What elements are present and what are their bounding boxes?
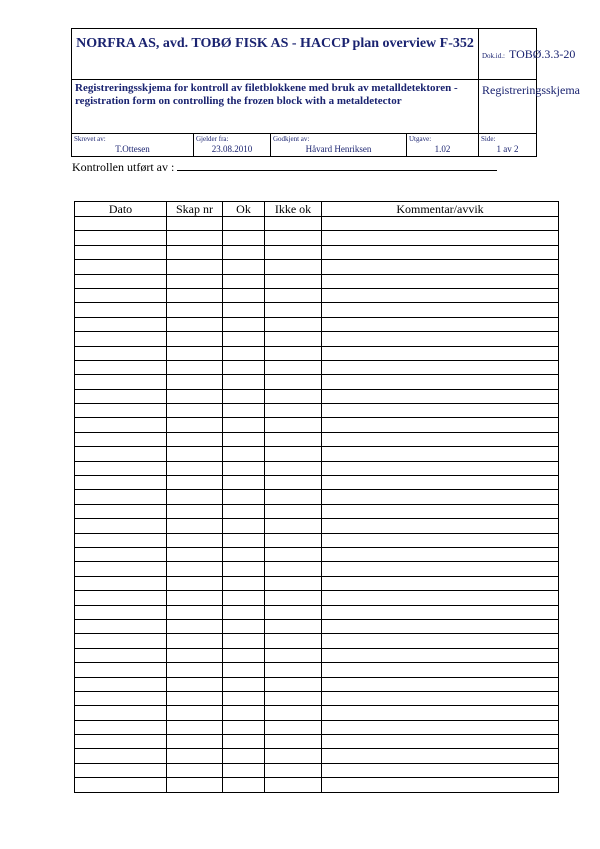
not-ok-cell[interactable] (265, 260, 322, 274)
cabinet-no-cell[interactable] (167, 706, 223, 720)
column-header-not-ok: Ikke ok (265, 202, 322, 217)
date-cell[interactable] (75, 691, 167, 705)
ok-cell[interactable] (223, 360, 265, 374)
date-cell[interactable] (75, 720, 167, 734)
not-ok-cell[interactable] (265, 418, 322, 432)
comment-cell[interactable] (322, 447, 559, 461)
meta-value: T.Ottesen (115, 144, 150, 154)
comment-cell[interactable] (322, 490, 559, 504)
table-row (75, 562, 559, 576)
ok-cell[interactable] (223, 317, 265, 331)
not-ok-cell[interactable] (265, 404, 322, 418)
performed-by-field[interactable] (72, 158, 497, 175)
table-row (75, 591, 559, 605)
table-row (75, 763, 559, 777)
not-ok-cell[interactable] (265, 533, 322, 547)
not-ok-cell[interactable] (265, 217, 322, 231)
cabinet-no-cell[interactable] (167, 619, 223, 633)
not-ok-cell[interactable] (265, 591, 322, 605)
column-header-date: Dato (75, 202, 167, 217)
table-row (75, 432, 559, 446)
table-row (75, 634, 559, 648)
meta-page (479, 134, 537, 157)
not-ok-cell[interactable] (265, 432, 322, 446)
date-cell[interactable] (75, 476, 167, 490)
date-cell[interactable] (75, 217, 167, 231)
cabinet-no-cell[interactable] (167, 490, 223, 504)
table-row (75, 490, 559, 504)
ok-cell[interactable] (223, 663, 265, 677)
cabinet-no-cell[interactable] (167, 634, 223, 648)
ok-cell[interactable] (223, 778, 265, 792)
table-row (75, 447, 559, 461)
not-ok-cell[interactable] (265, 317, 322, 331)
not-ok-cell[interactable] (265, 648, 322, 662)
cabinet-no-cell[interactable] (167, 274, 223, 288)
table-row (75, 360, 559, 374)
comment-cell[interactable] (322, 418, 559, 432)
table-row (75, 663, 559, 677)
ok-cell[interactable] (223, 519, 265, 533)
ok-cell[interactable] (223, 245, 265, 259)
not-ok-cell[interactable] (265, 735, 322, 749)
ok-cell[interactable] (223, 735, 265, 749)
not-ok-cell[interactable] (265, 663, 322, 677)
comment-cell[interactable] (322, 547, 559, 561)
cabinet-no-cell[interactable] (167, 418, 223, 432)
not-ok-cell[interactable] (265, 303, 322, 317)
not-ok-cell[interactable] (265, 461, 322, 475)
comment-cell[interactable] (322, 404, 559, 418)
table-row (75, 605, 559, 619)
meta-value: Håvard Henriksen (305, 144, 372, 154)
not-ok-cell[interactable] (265, 547, 322, 561)
comment-cell[interactable] (322, 245, 559, 259)
table-row (75, 648, 559, 662)
date-cell[interactable] (75, 663, 167, 677)
table-row (75, 217, 559, 231)
ok-cell[interactable] (223, 346, 265, 360)
cabinet-no-cell[interactable] (167, 533, 223, 547)
table-row (75, 749, 559, 763)
date-cell[interactable] (75, 562, 167, 576)
cabinet-no-cell[interactable] (167, 605, 223, 619)
cabinet-no-cell[interactable] (167, 720, 223, 734)
cabinet-no-cell[interactable] (167, 677, 223, 691)
comment-cell[interactable] (322, 519, 559, 533)
table-row (75, 332, 559, 346)
ok-cell[interactable] (223, 749, 265, 763)
table-row (75, 706, 559, 720)
comment-cell[interactable] (322, 274, 559, 288)
cabinet-no-cell[interactable] (167, 735, 223, 749)
not-ok-cell[interactable] (265, 476, 322, 490)
comment-cell[interactable] (322, 720, 559, 734)
comment-cell[interactable] (322, 217, 559, 231)
meta-label: Side: (481, 135, 496, 143)
date-cell[interactable] (75, 404, 167, 418)
not-ok-cell[interactable] (265, 447, 322, 461)
ok-cell[interactable] (223, 332, 265, 346)
date-cell[interactable] (75, 260, 167, 274)
comment-cell[interactable] (322, 360, 559, 374)
table-row (75, 288, 559, 302)
not-ok-cell[interactable] (265, 706, 322, 720)
comment-cell[interactable] (322, 619, 559, 633)
comment-cell[interactable] (322, 533, 559, 547)
not-ok-cell[interactable] (265, 576, 322, 590)
date-cell[interactable] (75, 303, 167, 317)
comment-cell[interactable] (322, 706, 559, 720)
not-ok-cell[interactable] (265, 274, 322, 288)
ok-cell[interactable] (223, 303, 265, 317)
date-cell[interactable] (75, 461, 167, 475)
comment-cell[interactable] (322, 634, 559, 648)
table-row (75, 547, 559, 561)
meta-value: 1.02 (434, 144, 451, 154)
doc-id-value: TOBØ.3.3-20 (508, 47, 576, 61)
meta-edition (407, 134, 479, 157)
table-row (75, 389, 559, 403)
date-cell[interactable] (75, 288, 167, 302)
ok-cell[interactable] (223, 562, 265, 576)
cabinet-no-cell[interactable] (167, 476, 223, 490)
ok-cell[interactable] (223, 217, 265, 231)
ok-cell[interactable] (223, 288, 265, 302)
ok-cell[interactable] (223, 576, 265, 590)
date-cell[interactable] (75, 605, 167, 619)
comment-cell[interactable] (322, 260, 559, 274)
ok-cell[interactable] (223, 274, 265, 288)
date-cell[interactable] (75, 245, 167, 259)
not-ok-cell[interactable] (265, 504, 322, 518)
meta-valid-from (194, 134, 271, 157)
ok-cell[interactable] (223, 504, 265, 518)
ok-cell[interactable] (223, 677, 265, 691)
not-ok-cell[interactable] (265, 677, 322, 691)
comment-cell[interactable] (322, 461, 559, 475)
performed-by-label: Kontrollen utført av : (72, 160, 175, 174)
table-row (75, 504, 559, 518)
not-ok-cell[interactable] (265, 519, 322, 533)
cabinet-no-cell[interactable] (167, 691, 223, 705)
meta-written-by (72, 134, 194, 157)
comment-cell[interactable] (322, 231, 559, 245)
date-cell[interactable] (75, 317, 167, 331)
not-ok-cell[interactable] (265, 562, 322, 576)
control-log-table (74, 201, 559, 793)
ok-cell[interactable] (223, 619, 265, 633)
column-header-cabinet-no: Skap nr (167, 202, 223, 217)
ok-cell[interactable] (223, 706, 265, 720)
ok-cell[interactable] (223, 691, 265, 705)
date-cell[interactable] (75, 360, 167, 374)
meta-label: Godkjent av: (273, 135, 310, 143)
ok-cell[interactable] (223, 763, 265, 777)
cabinet-no-cell[interactable] (167, 547, 223, 561)
performed-by-line[interactable] (177, 158, 497, 171)
comment-cell[interactable] (322, 735, 559, 749)
cabinet-no-cell[interactable] (167, 360, 223, 374)
comment-cell[interactable] (322, 576, 559, 590)
table-row (75, 619, 559, 633)
not-ok-cell[interactable] (265, 231, 322, 245)
table-row (75, 245, 559, 259)
not-ok-cell[interactable] (265, 375, 322, 389)
table-row (75, 691, 559, 705)
date-cell[interactable] (75, 648, 167, 662)
date-cell[interactable] (75, 274, 167, 288)
meta-value: 23.08.2010 (211, 144, 253, 154)
comment-cell[interactable] (322, 303, 559, 317)
ok-cell[interactable] (223, 476, 265, 490)
date-cell[interactable] (75, 591, 167, 605)
comment-cell[interactable] (322, 562, 559, 576)
table-row (75, 375, 559, 389)
cabinet-no-cell[interactable] (167, 260, 223, 274)
comment-cell[interactable] (322, 288, 559, 302)
date-cell[interactable] (75, 418, 167, 432)
cabinet-no-cell[interactable] (167, 763, 223, 777)
cabinet-no-cell[interactable] (167, 562, 223, 576)
cabinet-no-cell[interactable] (167, 332, 223, 346)
not-ok-cell[interactable] (265, 634, 322, 648)
cabinet-no-cell[interactable] (167, 217, 223, 231)
cabinet-no-cell[interactable] (167, 432, 223, 446)
date-cell[interactable] (75, 519, 167, 533)
cabinet-no-cell[interactable] (167, 231, 223, 245)
date-cell[interactable] (75, 231, 167, 245)
cabinet-no-cell[interactable] (167, 519, 223, 533)
not-ok-cell[interactable] (265, 332, 322, 346)
ok-cell[interactable] (223, 260, 265, 274)
meta-label: Utgave: (409, 135, 432, 143)
date-cell[interactable] (75, 332, 167, 346)
ok-cell[interactable] (223, 720, 265, 734)
cabinet-no-cell[interactable] (167, 749, 223, 763)
date-cell[interactable] (75, 490, 167, 504)
column-header-ok: Ok (223, 202, 265, 217)
doc-id-label: Dok.id.: (482, 52, 505, 60)
not-ok-cell[interactable] (265, 691, 322, 705)
date-cell[interactable] (75, 346, 167, 360)
date-cell[interactable] (75, 432, 167, 446)
cabinet-no-cell[interactable] (167, 389, 223, 403)
column-header-comment: Kommentar/avvik (322, 202, 559, 217)
comment-cell[interactable] (322, 332, 559, 346)
table-row (75, 576, 559, 590)
not-ok-cell[interactable] (265, 778, 322, 792)
date-cell[interactable] (75, 749, 167, 763)
cabinet-no-cell[interactable] (167, 317, 223, 331)
comment-cell[interactable] (322, 605, 559, 619)
ok-cell[interactable] (223, 231, 265, 245)
table-row (75, 519, 559, 533)
cabinet-no-cell[interactable] (167, 447, 223, 461)
table-row (75, 317, 559, 331)
table-row (75, 231, 559, 245)
cabinet-no-cell[interactable] (167, 648, 223, 662)
date-cell[interactable] (75, 447, 167, 461)
not-ok-cell[interactable] (265, 763, 322, 777)
date-cell[interactable] (75, 677, 167, 691)
document-header (71, 28, 580, 157)
meta-approved-by (271, 134, 407, 157)
table-row (75, 274, 559, 288)
comment-cell[interactable] (322, 663, 559, 677)
table-row (75, 533, 559, 547)
comment-cell[interactable] (322, 476, 559, 490)
comment-cell[interactable] (322, 749, 559, 763)
cabinet-no-cell[interactable] (167, 591, 223, 605)
ok-cell[interactable] (223, 634, 265, 648)
not-ok-cell[interactable] (265, 605, 322, 619)
ok-cell[interactable] (223, 375, 265, 389)
table-row (75, 346, 559, 360)
not-ok-cell[interactable] (265, 720, 322, 734)
cabinet-no-cell[interactable] (167, 778, 223, 792)
cabinet-no-cell[interactable] (167, 461, 223, 475)
ok-cell[interactable] (223, 389, 265, 403)
ok-cell[interactable] (223, 418, 265, 432)
table-row (75, 260, 559, 274)
date-cell[interactable] (75, 706, 167, 720)
ok-cell[interactable] (223, 461, 265, 475)
comment-cell[interactable] (322, 763, 559, 777)
comment-cell[interactable] (322, 648, 559, 662)
cabinet-no-cell[interactable] (167, 504, 223, 518)
date-cell[interactable] (75, 735, 167, 749)
ok-cell[interactable] (223, 432, 265, 446)
cabinet-no-cell[interactable] (167, 303, 223, 317)
not-ok-cell[interactable] (265, 389, 322, 403)
table-row (75, 404, 559, 418)
cabinet-no-cell[interactable] (167, 245, 223, 259)
date-cell[interactable] (75, 375, 167, 389)
not-ok-cell[interactable] (265, 619, 322, 633)
cabinet-no-cell[interactable] (167, 288, 223, 302)
table-row (75, 418, 559, 432)
cabinet-no-cell[interactable] (167, 346, 223, 360)
table-row (75, 735, 559, 749)
cabinet-no-cell[interactable] (167, 375, 223, 389)
not-ok-cell[interactable] (265, 346, 322, 360)
date-cell[interactable] (75, 547, 167, 561)
ok-cell[interactable] (223, 648, 265, 662)
table-row (75, 677, 559, 691)
comment-cell[interactable] (322, 346, 559, 360)
date-cell[interactable] (75, 576, 167, 590)
not-ok-cell[interactable] (265, 360, 322, 374)
date-cell[interactable] (75, 634, 167, 648)
meta-value: 1 av 2 (496, 144, 519, 154)
document-title: NORFRA AS, avd. TOBØ FISK AS - HACCP plan overview F-352 (72, 29, 479, 80)
ok-cell[interactable] (223, 533, 265, 547)
comment-cell[interactable] (322, 691, 559, 705)
date-cell[interactable] (75, 778, 167, 792)
meta-label: Skrevet av: (74, 135, 106, 143)
comment-cell[interactable] (322, 375, 559, 389)
ok-cell[interactable] (223, 490, 265, 504)
date-cell[interactable] (75, 763, 167, 777)
comment-cell[interactable] (322, 389, 559, 403)
form-type: Registreringsskjema (479, 80, 537, 134)
ok-cell[interactable] (223, 447, 265, 461)
table-header-row (75, 202, 559, 217)
meta-label: Gjelder fra: (196, 135, 229, 143)
cabinet-no-cell[interactable] (167, 404, 223, 418)
ok-cell[interactable] (223, 404, 265, 418)
date-cell[interactable] (75, 504, 167, 518)
comment-cell[interactable] (322, 504, 559, 518)
table-row (75, 778, 559, 792)
doc-id (479, 29, 576, 80)
table-row (75, 720, 559, 734)
form-title: Registreringsskjema for kontroll av filetblokkene med bruk av metalldetektoren - registration form on controlling the frozen block with a metaldetector (72, 80, 479, 134)
not-ok-cell[interactable] (265, 245, 322, 259)
cabinet-no-cell[interactable] (167, 576, 223, 590)
not-ok-cell[interactable] (265, 288, 322, 302)
cabinet-no-cell[interactable] (167, 663, 223, 677)
not-ok-cell[interactable] (265, 749, 322, 763)
comment-cell[interactable] (322, 591, 559, 605)
date-cell[interactable] (75, 533, 167, 547)
comment-cell[interactable] (322, 432, 559, 446)
comment-cell[interactable] (322, 677, 559, 691)
comment-cell[interactable] (322, 317, 559, 331)
table-row (75, 476, 559, 490)
not-ok-cell[interactable] (265, 490, 322, 504)
ok-cell[interactable] (223, 605, 265, 619)
ok-cell[interactable] (223, 547, 265, 561)
table-row (75, 303, 559, 317)
table-row (75, 461, 559, 475)
ok-cell[interactable] (223, 591, 265, 605)
date-cell[interactable] (75, 619, 167, 633)
log-body (75, 217, 559, 793)
date-cell[interactable] (75, 389, 167, 403)
comment-cell[interactable] (322, 778, 559, 792)
